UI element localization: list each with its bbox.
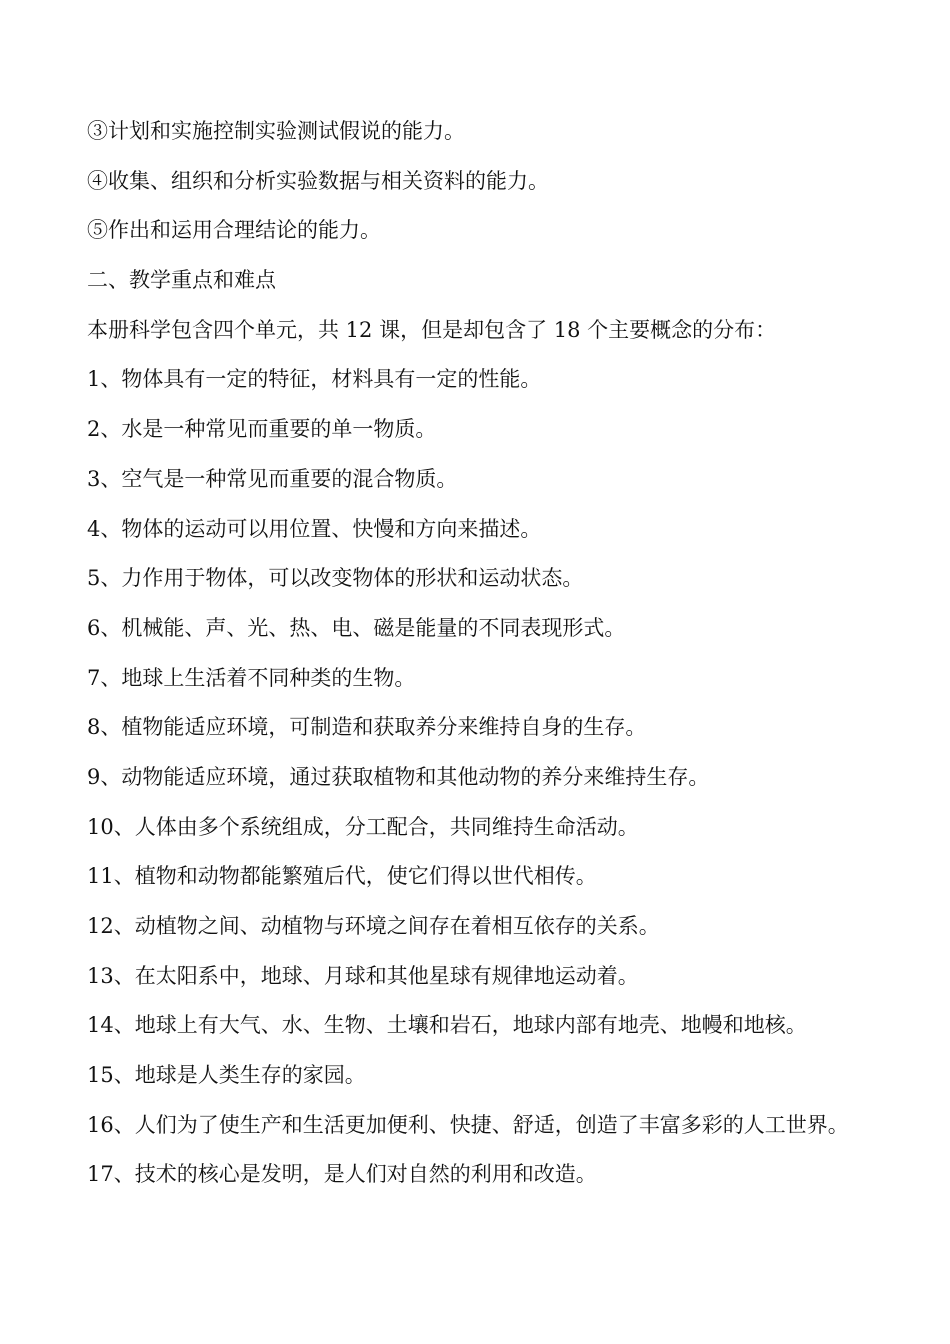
concept-item-17: 17、技术的核心是发明，是人们对自然的利用和改造。 — [87, 1162, 597, 1187]
concept-item-4: 4、物体的运动可以用位置、快慢和方向来描述。 — [87, 516, 542, 541]
intro-paragraph: 本册科学包含四个单元，共 12 课，但是却包含了 18 个主要概念的分布： — [87, 317, 777, 342]
concept-item-9: 9、动物能适应环境，通过获取植物和其他动物的养分来维持生存。 — [87, 764, 710, 789]
concept-item-12: 12、动植物之间、动植物与环境之间存在着相互依存的关系。 — [87, 914, 660, 938]
concept-item-7: 7、地球上生活着不同种类的生物。 — [87, 665, 416, 690]
concept-item-8: 8、植物能适应环境，可制造和获取养分来维持自身的生存。 — [87, 715, 647, 740]
ability-item-4: ④收集、组织和分析实验数据与相关资料的能力。 — [87, 168, 549, 193]
ability-item-3: ③计划和实施控制实验测试假说的能力。 — [87, 119, 465, 143]
section-heading: 二、教学重点和难点 — [87, 268, 276, 293]
concept-item-6: 6、机械能、声、光、热、电、磁是能量的不同表现形式。 — [87, 615, 626, 640]
concept-item-10: 10、人体由多个系统组成，分工配合，共同维持生命活动。 — [87, 814, 639, 839]
concept-item-1: 1、物体具有一定的特征，材料具有一定的性能。 — [87, 367, 542, 392]
concept-item-14: 14、地球上有大气、水、生物、土壤和岩石，地球内部有地壳、地幔和地核。 — [87, 1013, 807, 1038]
concept-item-13: 13、在太阳系中，地球、月球和其他星球有规律地运动着。 — [87, 963, 639, 988]
concept-item-15: 15、地球是人类生存的家园。 — [87, 1063, 366, 1088]
concept-item-5: 5、力作用于物体，可以改变物体的形状和运动状态。 — [87, 566, 584, 591]
concept-item-2: 2、水是一种常见而重要的单一物质。 — [87, 417, 437, 442]
ability-item-5: ⑤作出和运用合理结论的能力。 — [87, 218, 381, 243]
concept-item-3: 3、空气是一种常见而重要的混合物质。 — [87, 466, 458, 491]
text-lines — [87, 114, 887, 1207]
concept-item-11: 11、植物和动物都能繁殖后代，使它们得以世代相传。 — [87, 864, 597, 889]
concept-item-16: 16、人们为了使生产和生活更加便利、快捷、舒适，创造了丰富多彩的人工世界。 — [87, 1112, 849, 1137]
